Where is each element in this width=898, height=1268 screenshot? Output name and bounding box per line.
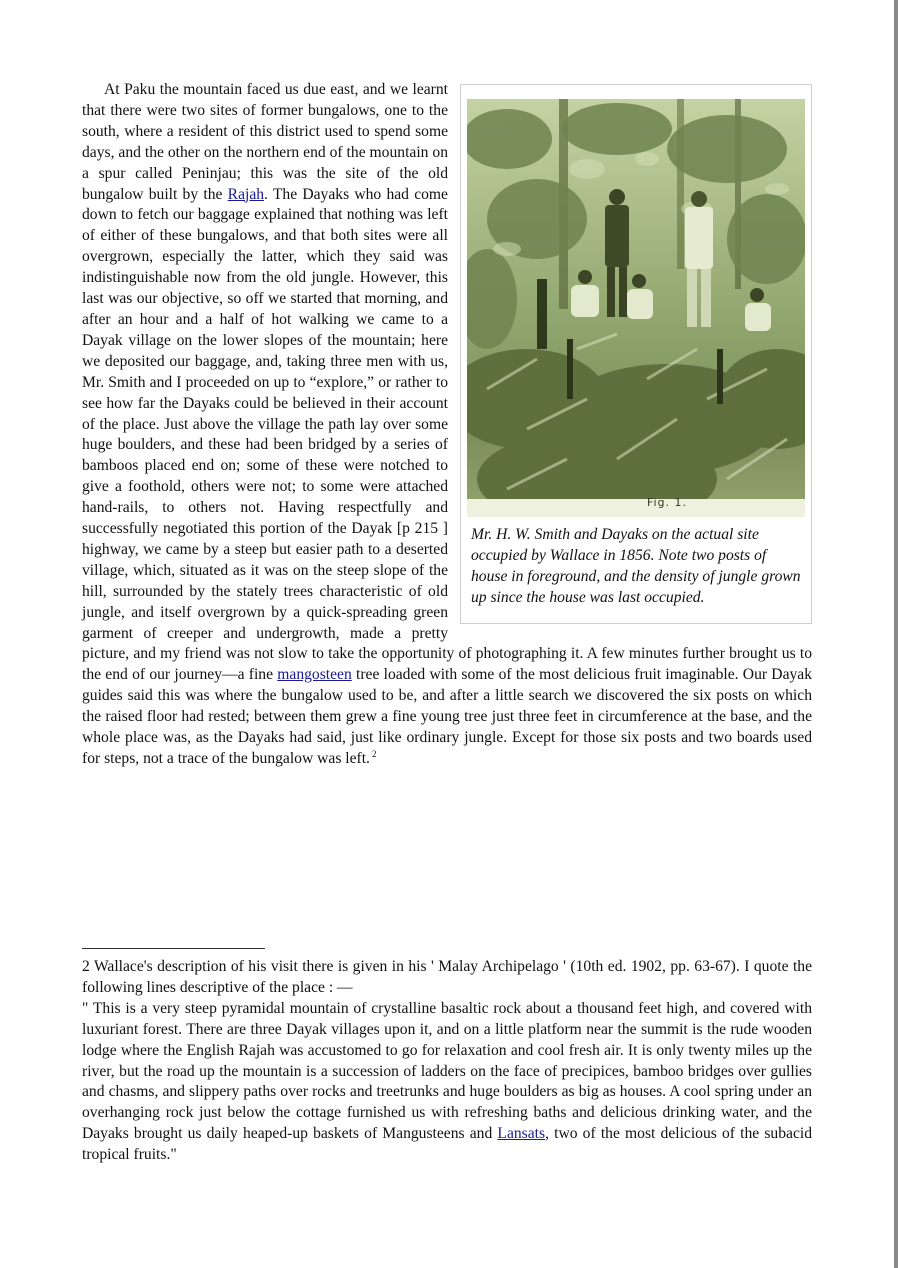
figure-caption: Mr. H. W. Smith and Dayaks on the actual site occupied by Wallace in 1856. Note two posts of house in foreground, and the density of jungle grown up since the house was last occupied. — [471, 526, 801, 606]
footnote-intro: 2 Wallace's description of his visit there is given in his ' Malay Archipelago ' (10th ed. 1902, pp. 63-67). I quote the following lines descriptive of the place : — — [82, 958, 812, 996]
footnote-quote — [82, 999, 812, 1166]
footnote-ref[interactable]: 2 — [371, 748, 377, 759]
text-segment: tree loaded with some of the most delicious fruit imaginable. Our Dayak guides said this was where the bungalow used to be, and after a little search we discovered the six posts on which the raised floor had rested; between them grew a fine young tree just three feet in circumference at the base, and the whole place was, as the Dayaks had said, just like ordinary jungle. Except for those six posts and two boards used for steps, not a trace of the bungalow was left. — [82, 666, 813, 767]
standing-figure-left — [605, 189, 629, 317]
page-edge-scrollbar — [894, 0, 898, 1268]
mangosteen-link[interactable]: mangosteen — [277, 666, 352, 684]
text-segment: . The Dayaks who had come down to fetch our baggage explained that nothing was left of either of these bungalows, and that both sites were all overgrown, especially the latter, which they said was indistinguishable now from the old jungle. However, this last was our objective, so off we started that morning, and after an hour and a half of hot walking we came to a Dayak village on the lower slopes of the mountain; here we deposited our baggage, and, taking three men with us, Mr. Smith and I proceeded on up to “explore,” or rather to see how far the Dayaks could be believed in their account of the place. Just above the village the path lay over some huge boulders, and these had been bridged by a series of bamboos placed end on; some of these were notched to give a foothold, others were not; to some were attached hand-rails, to others not. Having respectfully and successfully negotiated this portion of the Dayak [p 215 ] highway, we came by a steep but easier path to a deserted village, which, situated as it was on the steep slope of the hill, surrounded by the stately trees characteristic of old jungle, and itself overgrown by a quick-spreading green garment of creeper and undergrowth, made a pretty picture, and my friend was not slow to take the opportunity of photographing it. A few minutes further brought us to the end of our journey—a fine — [82, 185, 812, 684]
lansats-link[interactable]: Lansats — [497, 1125, 546, 1143]
text-segment: , two of the most delicious of the subacid tropical fruits." — [82, 1125, 812, 1164]
standing-figure-right — [685, 191, 713, 327]
footnote — [82, 957, 812, 1166]
figure-label: Fig. 1. — [646, 496, 687, 510]
article-body — [82, 80, 812, 770]
text-segment: " This is a very steep pyramidal mountain of crystalline basaltic rock about a thousand feet high, and covered with luxuriant forest. There are three Dayak villages upon it, and on a little platform near the summit is the rude wooden lodge where the English Rajah was accustomed to go for relaxation and cool fresh air. It is only twenty miles up the river, but the road up the mountain is a succession of ladders on the face of precipices, bamboo bridges over gullies and chasms, and slippery paths over rocks and treetrunks and huge boulders as big as houses. A cool spring under an overhanging rock just below the cottage furnished us with refreshing baths and delicious drinking water, and the Dayaks brought us daily heaped-up baskets of Mangusteens and — [82, 999, 812, 1143]
text-segment: At Paku the mountain faced us due east, and we learnt that there were two sites of former bungalows, one to the south, where a resident of this district used to spend some days, and the other on the northern end of the mountain on a spur called Peninjau; this was the site of the old bungalow built by the — [82, 81, 448, 203]
figure-1 — [460, 84, 812, 624]
footnote-divider — [82, 948, 265, 949]
jungle-photo-illustration — [467, 99, 805, 517]
jungle-photo — [467, 99, 805, 517]
rajah-link[interactable]: Rajah — [227, 185, 265, 203]
